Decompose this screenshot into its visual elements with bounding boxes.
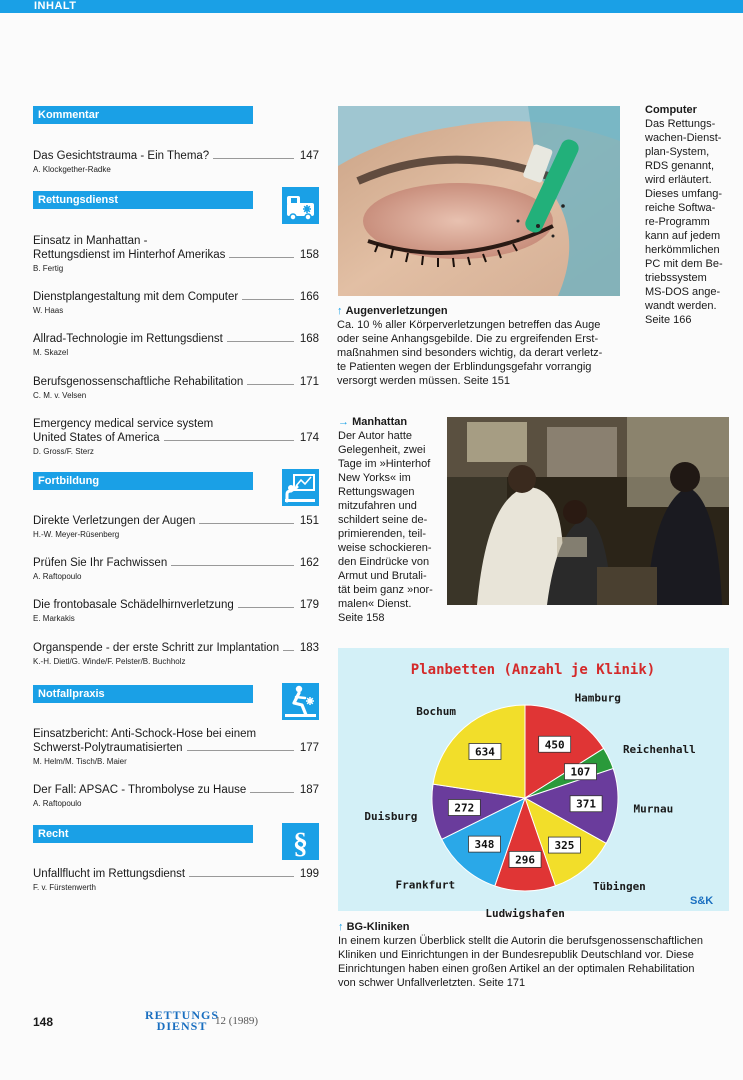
manhattan-photo xyxy=(447,417,729,605)
caption-line: Rettungswagen xyxy=(338,486,415,498)
caption-title: Augenverletzungen xyxy=(345,305,448,317)
entry-page: 177 xyxy=(299,742,319,754)
caption-line: plan-System, xyxy=(645,146,710,158)
entry-author: K.-H. Dietl/G. Winde/F. Pelster/B. Buchholz xyxy=(33,657,186,666)
entry-title: Unfallflucht im Rettungsdienst xyxy=(33,868,186,880)
logo-line: RETTUNGS xyxy=(145,1008,220,1022)
caption-line: In einem kurzen Überblick stellt die Autorin die berufsgenossenschaftlichen xyxy=(338,935,704,947)
caption-title: BG-Kliniken xyxy=(346,921,410,933)
caption-title: Manhattan xyxy=(352,416,408,428)
entry-page: 199 xyxy=(299,868,319,880)
caption-line: te Patienten wegen der Erblindungsgefahr vorrangig xyxy=(337,361,592,373)
category-label-ludwigshafen: Ludwigshafen xyxy=(485,906,565,920)
entry-title: Rettungsdienst im Hinterhof Amerikas xyxy=(33,249,226,261)
caption-line: Dieses umfang- xyxy=(645,188,723,200)
section-header-kommentar: Kommentar xyxy=(33,106,253,124)
category-label-hamburg: Hamburg xyxy=(574,691,621,705)
entry-author: D. Gross/F. Sterz xyxy=(33,447,94,456)
arrow-up-icon: ↑ xyxy=(337,305,343,317)
entry-title: Allrad-Technologie im Rettungsdienst xyxy=(33,333,223,345)
header-bar xyxy=(0,0,743,13)
caption-line: von schwer Unfallverletzten. Seite 171 xyxy=(338,977,526,989)
caption-line: Der Autor hatte xyxy=(338,430,412,442)
entry-author: A. Raftopoulo xyxy=(33,799,82,808)
toc-entry[interactable] xyxy=(33,234,319,274)
arrow-right-icon: → xyxy=(338,416,349,428)
toc-entry[interactable] xyxy=(33,375,319,401)
caption-line: Gelegenheit, zwei xyxy=(338,444,426,456)
entry-author: A. Klockgether-Radke xyxy=(33,165,111,174)
caption-line: re-Programm xyxy=(645,216,710,228)
toc-entry[interactable] xyxy=(33,514,319,540)
caption-line: Armut und Brutali- xyxy=(338,570,427,582)
caption-line: RDS genannt, xyxy=(645,160,715,172)
entry-page: 179 xyxy=(299,599,319,611)
section-header-rettungsdienst: Rettungsdienst xyxy=(33,191,253,209)
entry-title: Der Fall: APSAC - Thrombolyse zu Hause xyxy=(33,784,247,796)
entry-page: 147 xyxy=(299,150,319,162)
caption-line: herkömmlichen xyxy=(645,244,720,256)
caption-line: wandt werden. xyxy=(645,300,717,312)
lecture-icon xyxy=(282,469,319,506)
value-label-tübingen: 325 xyxy=(554,839,575,853)
caption-line: triebssystem xyxy=(645,272,707,284)
entry-author: M. Helm/M. Tisch/B. Maier xyxy=(33,757,127,766)
planbetten-chart xyxy=(338,648,729,920)
caption-line: primierenden, teil- xyxy=(338,528,427,540)
entry-author: F. v. Fürstenwerth xyxy=(33,883,96,892)
magazine-logo xyxy=(145,1010,219,1032)
value-label-duisburg: 272 xyxy=(454,801,475,815)
entry-author: E. Markakis xyxy=(33,614,75,623)
entry-author: A. Raftopoulo xyxy=(33,572,82,581)
value-label-murnau: 371 xyxy=(576,797,597,811)
issue-label: 12 (1989) xyxy=(215,1015,259,1027)
entry-page: 168 xyxy=(299,333,319,345)
caption-title: Computer xyxy=(645,104,697,116)
value-label-ludwigshafen: 296 xyxy=(515,853,536,867)
caption-line: oder seine Anhangsgebilde. Die zu ergreifenden Erst- xyxy=(337,333,599,345)
caption-line: maßnahmen sind besonders wichtig, da derart verletz- xyxy=(337,347,603,359)
caption-line: Kliniken und Einrichtungen in der Bundesrepublik Deutschland vor. Diese xyxy=(338,949,694,961)
chart-title: Planbetten (Anzahl je Klinik) xyxy=(410,662,656,678)
caption-line: Seite 158 xyxy=(338,612,385,624)
entry-author: C. M. v. Velsen xyxy=(33,391,87,400)
caption-line: Ca. 10 % aller Körperverletzungen betreffen das Auge xyxy=(337,319,601,331)
paragraph-icon xyxy=(282,823,319,860)
entry-page: 187 xyxy=(299,784,319,796)
category-label-reichenhall: Reichenhall xyxy=(622,742,696,756)
caption-line: wird erläutert. xyxy=(645,174,712,186)
caption-line: tät beim ganz »nor- xyxy=(338,584,433,596)
caption-line: versorgt werden müssen. Seite 151 xyxy=(337,375,511,387)
caption-augenverletzungen xyxy=(337,304,627,388)
entry-title: United States of America xyxy=(33,432,160,444)
entry-title: Das Gesichtstrauma - Ein Thema? xyxy=(33,150,210,162)
caption-line: Seite 166 xyxy=(645,314,692,326)
toc-entry[interactable] xyxy=(33,783,319,809)
toc-entry[interactable] xyxy=(33,867,319,893)
entry-title: Einsatz in Manhattan - xyxy=(33,235,148,247)
value-label-hamburg: 450 xyxy=(544,738,565,752)
value-label-reichenhall: 107 xyxy=(570,765,591,779)
toc-entry[interactable] xyxy=(33,556,319,582)
caption-line: New Yorks« im xyxy=(338,472,411,484)
toc-entry[interactable] xyxy=(33,641,319,667)
entry-page: 174 xyxy=(299,432,319,444)
caption-line: Das Rettungs- xyxy=(645,118,716,130)
toc-entry[interactable] xyxy=(33,332,319,358)
logo-line: DIENST xyxy=(156,1019,208,1033)
category-label-tübingen: Tübingen xyxy=(592,880,646,894)
toc-entry[interactable] xyxy=(33,417,319,457)
caption-line: PC mit dem Be- xyxy=(645,258,723,270)
caption-line: Einrichtungen haben einen großen Artikel an der optimalen Rehabilitation xyxy=(338,963,695,975)
entry-page: 171 xyxy=(299,376,319,388)
eye-injury-photo xyxy=(338,106,620,296)
category-label-frankfurt: Frankfurt xyxy=(395,878,456,892)
caption-line: Tage im »Hinterhof xyxy=(338,458,431,470)
category-label-murnau: Murnau xyxy=(633,802,674,816)
entry-author: W. Haas xyxy=(33,306,64,315)
svg-text:§: § xyxy=(293,827,308,860)
entry-page: 183 xyxy=(299,642,319,654)
entry-title: Die frontobasale Schädelhirnverletzung xyxy=(33,599,234,611)
caption-bg-kliniken xyxy=(338,920,733,990)
caption-line: malen« Dienst. xyxy=(338,598,412,610)
section-header-recht: Recht xyxy=(33,825,253,843)
caption-computer xyxy=(645,103,741,327)
entry-title: Prüfen Sie Ihr Fachwissen xyxy=(33,557,168,569)
entry-page: 151 xyxy=(299,515,319,527)
entry-title: Emergency medical service system xyxy=(33,418,214,430)
value-label-bochum: 634 xyxy=(475,745,495,759)
section-label: INHALT xyxy=(34,0,77,12)
entry-page: 162 xyxy=(299,557,319,569)
caption-line: wachen-Dienst- xyxy=(645,132,722,144)
caption-line: schildert seine de- xyxy=(338,514,428,526)
caption-line: den Eindrücke von xyxy=(338,556,430,568)
patient-icon xyxy=(282,683,319,720)
caption-line: mitzufahren und xyxy=(338,500,417,512)
category-label-duisburg: Duisburg xyxy=(364,809,418,823)
entry-page: 166 xyxy=(299,291,319,303)
section-header-fortbildung: Fortbildung xyxy=(33,472,253,490)
value-label-frankfurt: 348 xyxy=(474,838,495,852)
entry-title: Dienstplangestaltung mit dem Computer xyxy=(33,291,239,303)
page-number: 148 xyxy=(33,1015,54,1029)
toc-entry[interactable] xyxy=(33,727,319,767)
entry-title: Direkte Verletzungen der Augen xyxy=(33,515,196,527)
chart-watermark: S&K xyxy=(690,895,714,907)
caption-manhattan xyxy=(338,415,446,625)
arrow-up-icon: ↑ xyxy=(338,921,344,933)
section-header-notfallpraxis: Notfallpraxis xyxy=(33,685,253,703)
entry-title: Berufsgenossenschaftliche Rehabilitation xyxy=(33,376,244,388)
ambulance-icon xyxy=(282,187,319,224)
caption-line: MS-DOS ange- xyxy=(645,286,721,298)
caption-line: weise schockieren- xyxy=(338,542,432,554)
entry-author: M. Skazel xyxy=(33,348,69,357)
toc-entry[interactable] xyxy=(33,149,319,175)
entry-author: B. Fertig xyxy=(33,264,64,273)
category-label-bochum: Bochum xyxy=(416,704,456,718)
entry-title: Organspende - der erste Schritt zur Implantation xyxy=(33,642,280,654)
entry-title: Einsatzbericht: Anti-Schock-Hose bei einem xyxy=(33,728,257,740)
caption-line: kann auf jedem xyxy=(645,230,721,242)
entry-page: 158 xyxy=(299,249,319,261)
caption-line: reiche Softwa- xyxy=(645,202,716,214)
toc-entry[interactable] xyxy=(33,290,319,316)
entry-author: H.-W. Meyer-Rüsenberg xyxy=(33,530,120,539)
entry-title: Schwerst-Polytraumatisierten xyxy=(33,742,183,754)
toc-entry[interactable] xyxy=(33,598,319,624)
